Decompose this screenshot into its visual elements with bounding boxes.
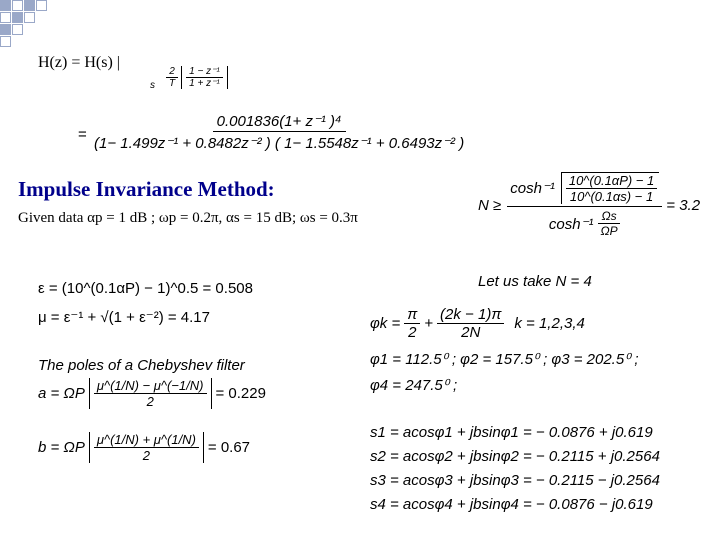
z-fraction: $\frac{\text{1 − z⁻¹}}{\text{1 + z⁻¹}}$	[186, 66, 223, 89]
a-den: 2	[146, 394, 154, 409]
let-us-take: Let us take N = 4	[478, 273, 592, 290]
order-formula	[478, 172, 700, 238]
omega-p: ΩP	[600, 224, 618, 238]
poles-heading: The poles of a Chebyshev filter	[38, 357, 245, 374]
omega-s: Ωs	[598, 209, 619, 224]
epsilon-eq: ε = (10^(0.1αP) − 1)^0.5 = 0.508	[38, 280, 253, 297]
phi-k-equation: φk = $\frac{\pi}{2}$ + $\frac{(2k - 1)\pi}{2N}$ k = 1,2,3,4	[370, 306, 585, 341]
transfer-fraction	[94, 112, 464, 152]
a-equation: a = ΩP $\frac{\mu\^{}(1/N) - \mu\^{}(-1/N)}{2}$ = 0.229	[38, 378, 266, 409]
order-result: = 3.2	[666, 196, 701, 214]
mu-eq: μ = ε⁻¹ + √(1 + ε⁻²) = 4.17	[38, 309, 210, 326]
given-data: Given data αp = 1 dB ; ωp = 0.2π, αs = 15 dB; ωs = 0.3π	[18, 210, 358, 226]
pole-s1: s1 = acosφ1 + jbsinφ1 = − 0.0876 + j0.619	[370, 424, 653, 441]
order-inner-num: 10^(0.1αP) − 1	[566, 173, 657, 189]
pole-s3: s3 = acosφ3 + jbsinφ3 = − 0.2115 − j0.2564	[370, 472, 660, 489]
cosh-inverse-den: cosh⁻¹	[548, 215, 594, 233]
b-den: 2	[142, 448, 150, 463]
transfer-eq-sign: =	[78, 126, 87, 143]
pole-s4: s4 = acosφ4 + jbsinφ4 = − 0.0876 − j0.619	[370, 496, 653, 513]
b-num: μ^(1/N) + μ^(1/N)	[94, 432, 199, 448]
order-lhs: N ≥	[478, 196, 502, 214]
bilinear-lhs: H(z) = H(s) |	[38, 54, 120, 71]
pole-s2: s2 = acosφ2 + jbsinφ2 = − 0.2115 + j0.2564	[370, 448, 660, 465]
bilinear-fraction	[166, 66, 228, 89]
b-equation: b = ΩP $\frac{\mu\^{}(1/N) + \mu\^{}(1/N)}{2}$ = 0.67	[38, 432, 251, 463]
bilinear-subscript: s	[150, 80, 155, 91]
phi-values-line1: φ1 = 112.5⁰ ; φ2 = 157.5⁰ ; φ3 = 202.5⁰ ;	[370, 351, 639, 368]
coef-fraction: $\frac{2}{T}$	[166, 66, 178, 89]
phi-values-line2: φ4 = 247.5⁰ ;	[370, 377, 458, 394]
a-num: μ^(1/N) − μ^(−1/N)	[94, 378, 207, 394]
transfer-denominator: (1− 1.499z⁻¹ + 0.8482z⁻² ) ( 1− 1.5548z⁻¹ + 0.6493z⁻² )	[94, 135, 465, 152]
section-title: Impulse Invariance Method:	[18, 177, 275, 201]
order-inner-den: 10^(0.1αs) − 1	[569, 189, 654, 204]
cosh-inverse: cosh⁻¹	[510, 180, 555, 197]
transfer-numerator: 0.001836(1+ z⁻¹ )⁴	[213, 112, 346, 132]
